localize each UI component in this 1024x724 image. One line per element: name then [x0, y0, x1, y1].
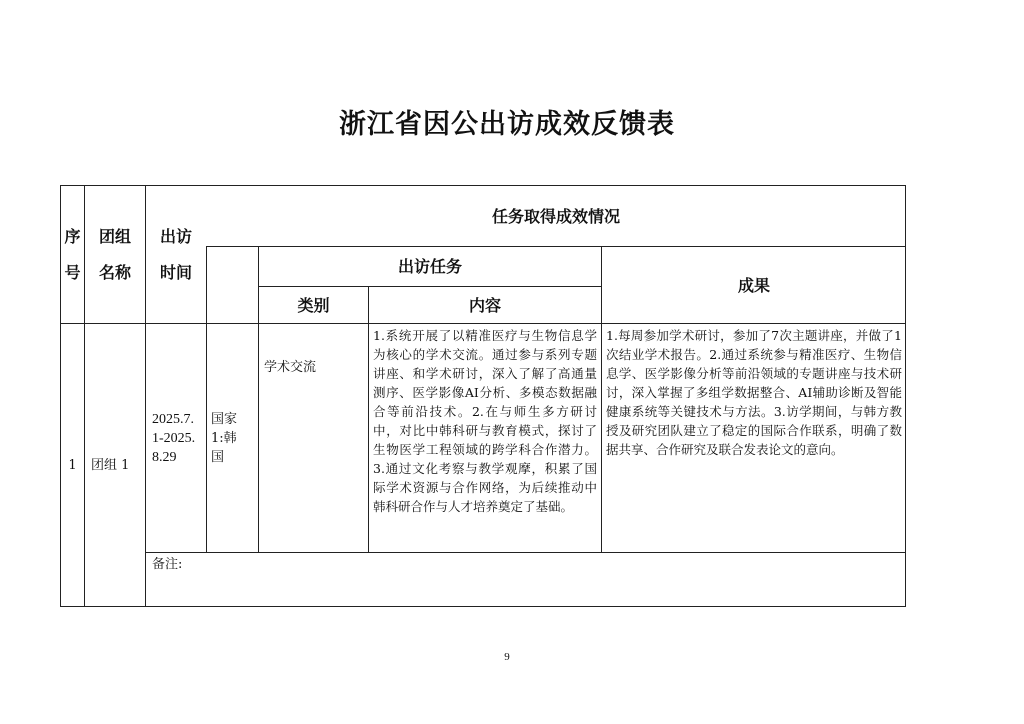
row-results: 1.每周参加学术研讨，参加了7次主题讲座，并做了1次结业学术报告。2.通过系统参与精准医疗、生物信息学、医学影像分析等前沿领域的专题讲座与技术研讨，深入掌握了多组学数据整合、AI辅助诊断及智能健康系统等关键技术与方法。3.访学期间，与韩方教授及研究团队建立了稳定的国际合作联系，明确了数据共享、合作研究及联合发表论文的意向。	[606, 328, 902, 457]
row-country: 国家1:韩国	[211, 411, 238, 465]
row-country-cell	[207, 324, 258, 552]
document-title: 浙江省因公出访成效反馈表	[339, 109, 675, 140]
header-seq: 序号	[64, 226, 81, 282]
header-task-results: 任务取得成效情况	[491, 206, 620, 226]
row-visit-time: 2025.7.1-2025.8.29	[152, 411, 196, 465]
row-visit-time-cell	[146, 324, 206, 552]
header-group-name: 团组名称	[98, 226, 131, 282]
header-visit-time-cell	[146, 186, 206, 323]
header-visit-task: 出访任务	[397, 257, 462, 276]
header-group-name-cell	[85, 186, 145, 323]
row-category: 学术交流	[264, 360, 317, 375]
row-seq: 1	[68, 458, 77, 473]
header-category: 类别	[297, 295, 330, 315]
row-content: 1.系统开展了以精准医疗与生物信息学为核心的学术交流。通过参与系列专题讲座、和学术研讨，深入了解了高通量测序、医学影像AI分析、多模态数据融合等前沿技术。2.在与师生多方研讨中，对比中韩科研与教育模式，探讨了生物医学工程领域的跨学科合作潜力。3.通过文化考察与教学观摩，积累了国际学术资源与合作网络，为后续推动中韩科研合作与人才培养奠定了基础。	[373, 328, 597, 514]
page-number: 9	[504, 651, 510, 663]
row-remarks: 备注:	[152, 557, 183, 572]
header-visit-time: 出访时间	[159, 226, 192, 282]
header-content: 内容	[468, 295, 501, 315]
header-results: 成果	[737, 275, 770, 295]
header-seq-cell	[61, 186, 84, 323]
row-group-name: 团组 1	[91, 458, 130, 473]
